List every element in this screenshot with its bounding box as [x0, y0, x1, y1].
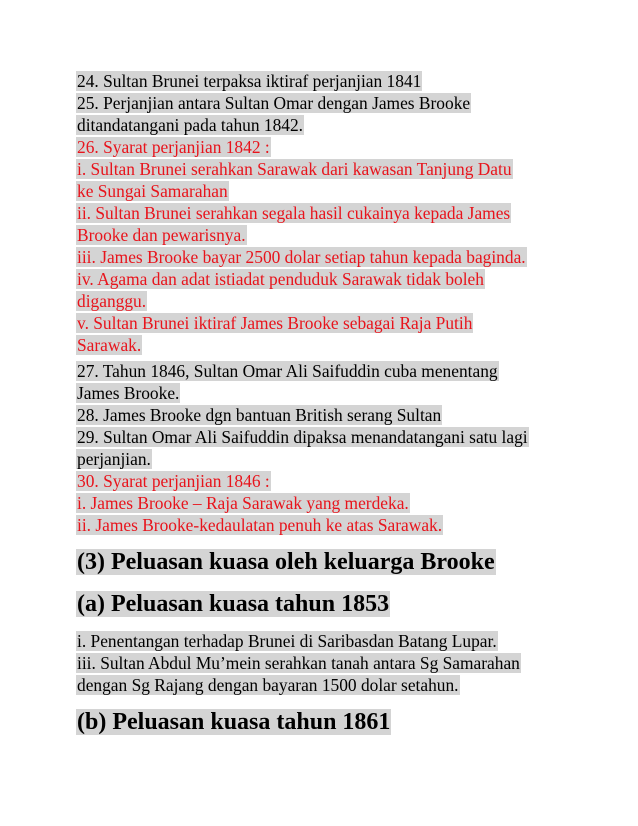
text-line	[76, 674, 576, 696]
highlighted-text: i. Penentangan terhadap Brunei di Saribasdan Batang Lupar.	[77, 631, 497, 651]
highlighted-text: 30. Syarat perjanjian 1846 :	[77, 471, 270, 491]
expansion-1853-section	[76, 630, 576, 696]
highlighted-text: iii. Sultan Abdul Mu’mein serahkan tanah antara Sg Samarahan	[77, 653, 520, 673]
text-line	[76, 514, 576, 536]
text-line	[76, 158, 576, 180]
agreement-1846-section	[76, 360, 576, 536]
text-line	[76, 290, 576, 312]
text-line	[76, 224, 576, 246]
text-line	[76, 360, 576, 382]
highlighted-text: ii. James Brooke-kedaulatan penuh ke atas Sarawak.	[77, 515, 443, 535]
highlighted-text: James Brooke.	[77, 383, 180, 403]
document-page	[76, 70, 576, 738]
text-line	[76, 630, 576, 652]
highlighted-text: 29. Sultan Omar Ali Saifuddin dipaksa menandatangani satu lagi	[77, 427, 528, 447]
highlighted-text: ke Sungai Samarahan	[77, 181, 228, 201]
highlighted-text: 24. Sultan Brunei terpaksa iktiraf perjanjian 1841	[77, 71, 422, 91]
highlighted-text: v. Sultan Brunei iktiraf James Brooke sebagai Raja Putih	[77, 313, 473, 333]
heading-text: (b) Peluasan kuasa tahun 1861	[77, 709, 391, 735]
highlighted-text: Sarawak.	[77, 335, 142, 355]
text-line	[76, 426, 576, 448]
highlighted-text: iv. Agama dan adat istiadat penduduk Sarawak tidak boleh	[77, 269, 484, 289]
text-line	[76, 180, 576, 202]
heading-text: (3) Peluasan kuasa oleh keluarga Brooke	[77, 549, 495, 575]
text-line	[76, 334, 576, 356]
text-line	[76, 652, 576, 674]
subsection-heading-1853	[76, 588, 576, 620]
highlighted-text: i. Sultan Brunei serahkan Sarawak dari kawasan Tanjung Datu	[77, 159, 512, 179]
highlighted-text: perjanjian.	[77, 449, 151, 469]
text-line	[76, 246, 576, 268]
heading-text: (a) Peluasan kuasa tahun 1853	[77, 591, 390, 617]
highlighted-text: 28. James Brooke dgn bantuan British serang Sultan	[77, 405, 442, 425]
highlighted-text: diganggu.	[77, 291, 147, 311]
text-line	[76, 448, 576, 470]
highlighted-text: iii. James Brooke bayar 2500 dolar setiap tahun kepada baginda.	[77, 247, 526, 267]
text-line	[76, 70, 576, 92]
text-line	[76, 136, 576, 158]
highlighted-text: Brooke dan pewarisnya.	[77, 225, 246, 245]
highlighted-text: 25. Perjanjian antara Sultan Omar dengan James Brooke	[77, 93, 471, 113]
text-line	[76, 202, 576, 224]
text-line	[76, 492, 576, 514]
text-line	[76, 404, 576, 426]
highlighted-text: 27. Tahun 1846, Sultan Omar Ali Saifuddin cuba menentang	[77, 361, 498, 381]
text-line	[76, 312, 576, 334]
subsection-heading-1861	[76, 706, 576, 738]
text-line	[76, 382, 576, 404]
highlighted-text: 26. Syarat perjanjian 1842 :	[77, 137, 270, 157]
highlighted-text: ii. Sultan Brunei serahkan segala hasil cukainya kepada James	[77, 203, 511, 223]
text-line	[76, 114, 576, 136]
text-line	[76, 268, 576, 290]
highlighted-text: i. James Brooke – Raja Sarawak yang merdeka.	[77, 493, 409, 513]
text-line	[76, 92, 576, 114]
highlighted-text: ditandatangani pada tahun 1842.	[77, 115, 304, 135]
text-line	[76, 470, 576, 492]
section-heading	[76, 546, 576, 578]
highlighted-text: dengan Sg Rajang dengan bayaran 1500 dolar setahun.	[77, 675, 459, 695]
agreement-1842-section	[76, 70, 576, 356]
